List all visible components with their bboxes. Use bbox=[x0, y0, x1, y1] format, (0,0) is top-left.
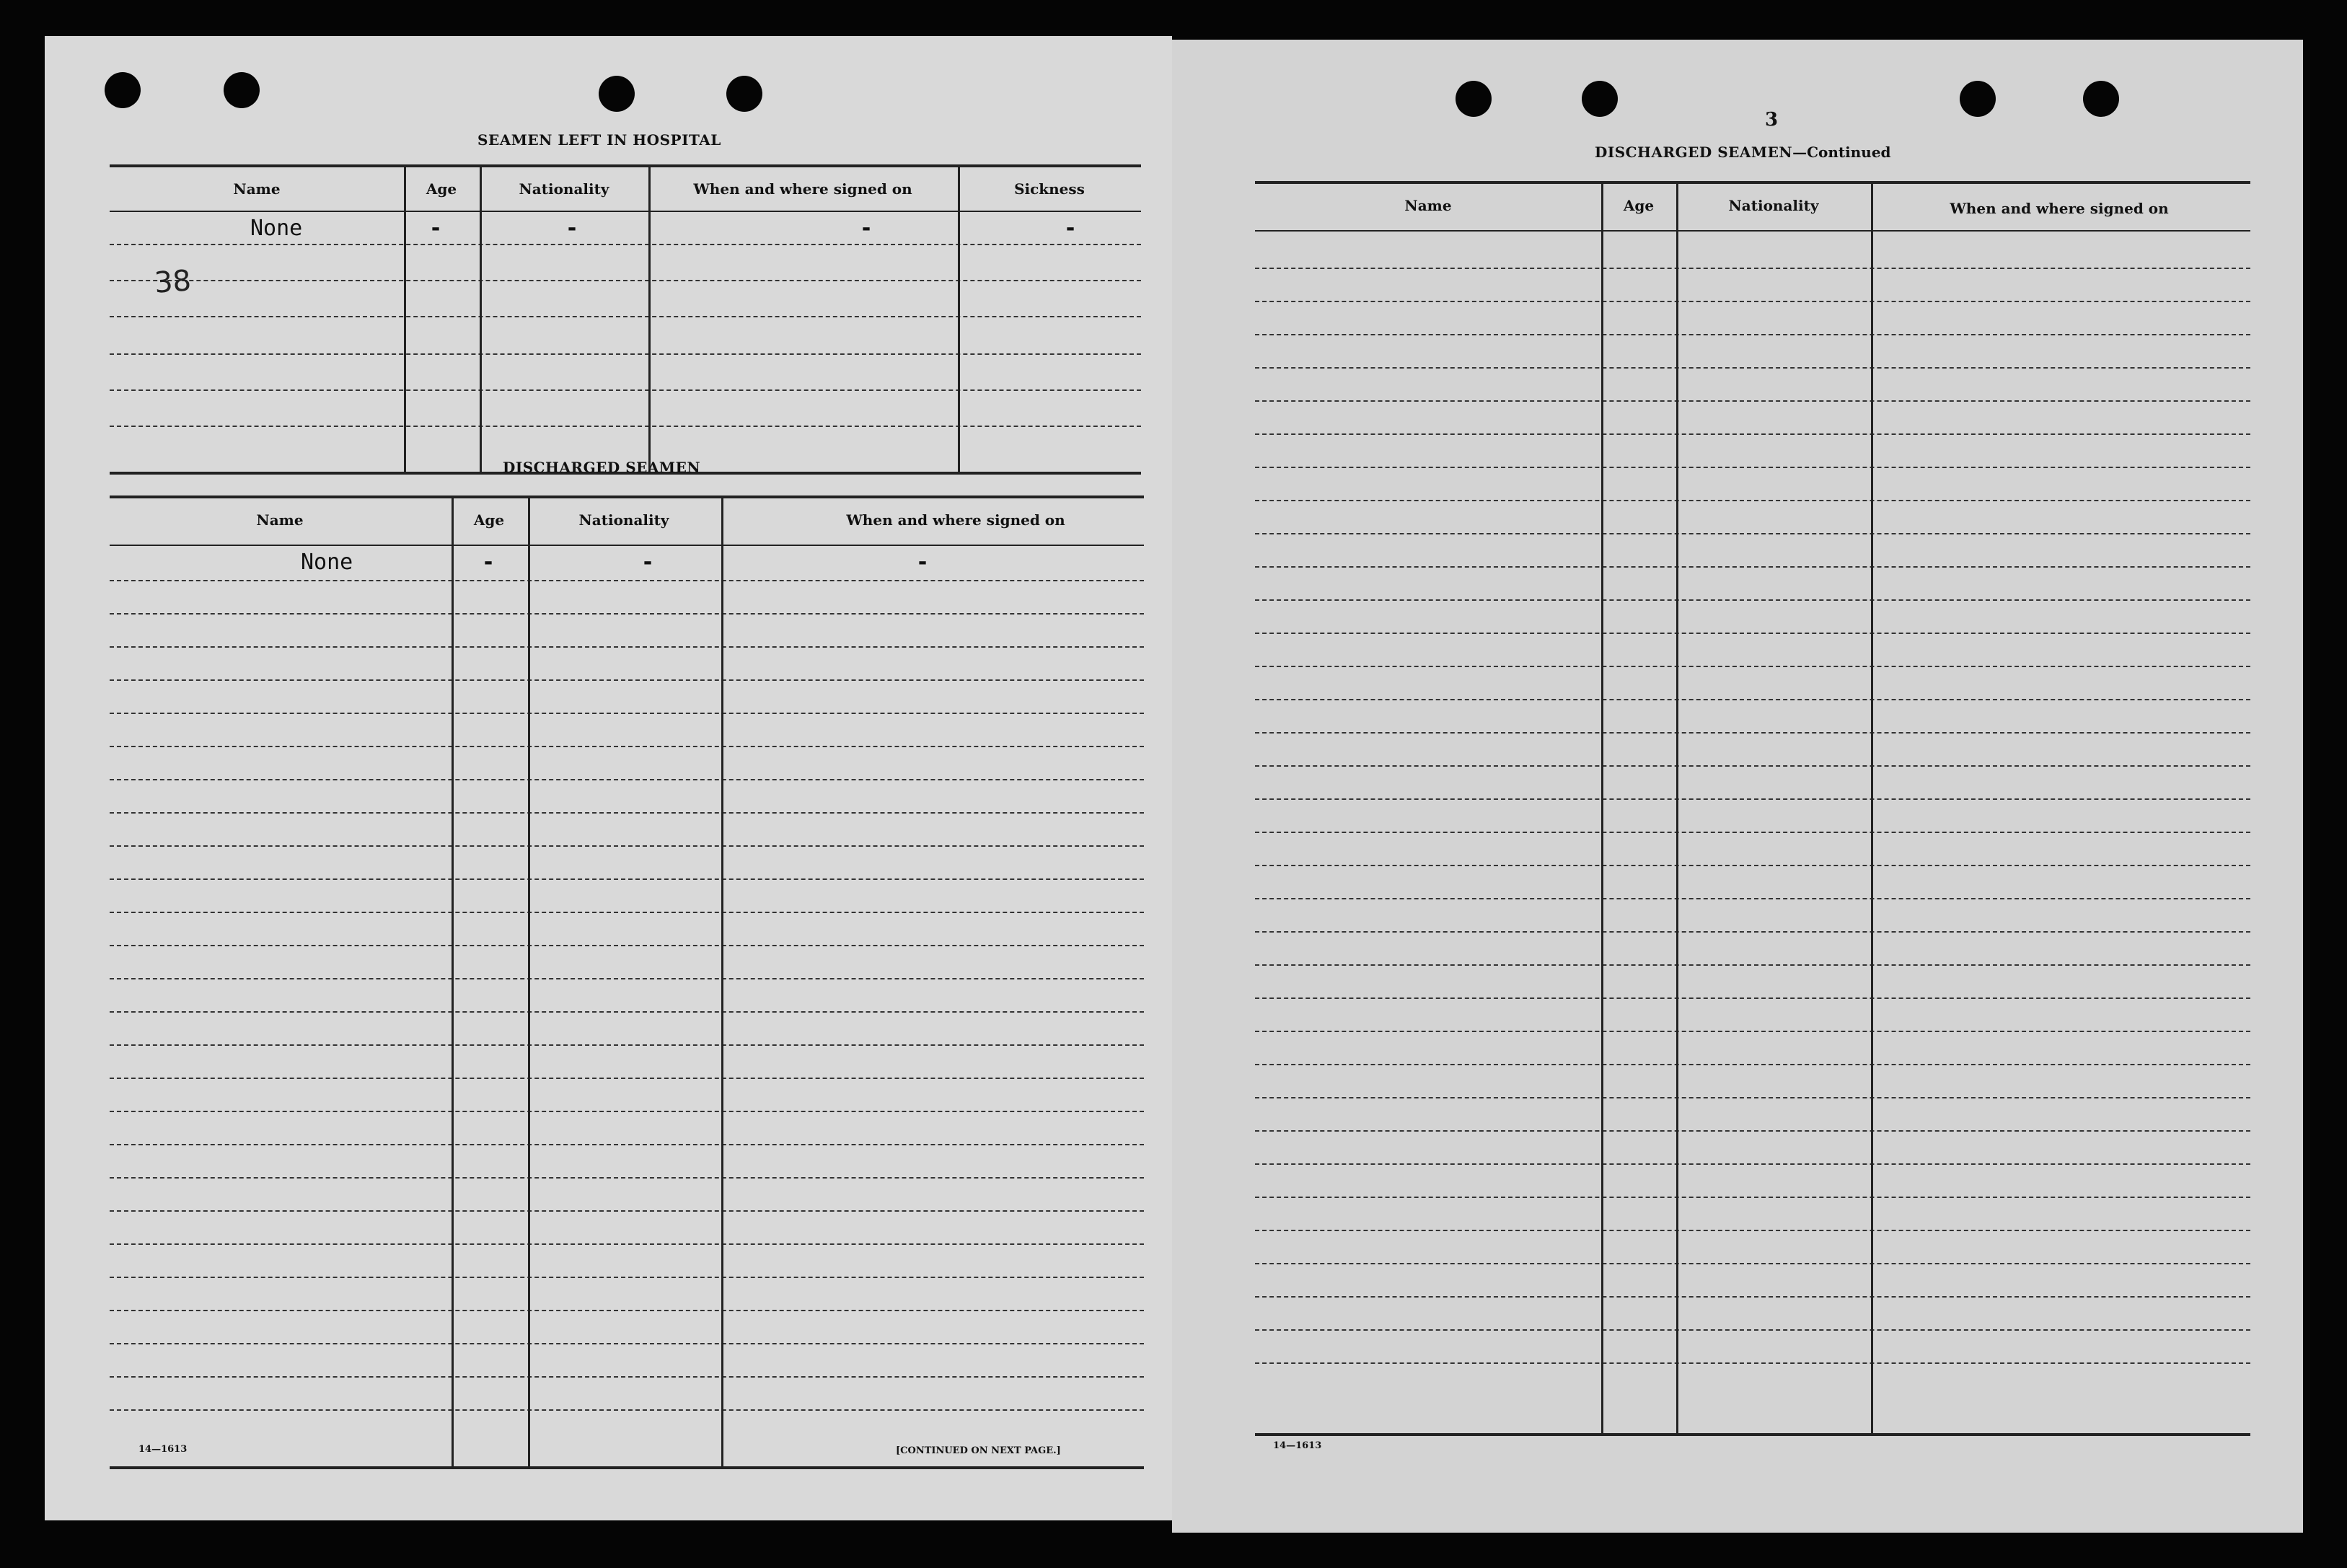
right-page bbox=[1172, 40, 2303, 1533]
title-suffix: —Continued bbox=[1792, 144, 1891, 161]
column-header: Nationality bbox=[1728, 197, 1819, 214]
page-number: 3 bbox=[1765, 109, 1779, 131]
column-header: Sickness bbox=[1014, 180, 1085, 198]
column-header: When and where signed on bbox=[693, 180, 912, 198]
hospital-section-title: SEAMEN LEFT IN HOSPITAL bbox=[477, 131, 721, 149]
discharged-table bbox=[110, 495, 1144, 1469]
punch-hole bbox=[726, 76, 762, 112]
column-header: Age bbox=[1623, 197, 1655, 214]
column-header: Name bbox=[256, 511, 304, 529]
signed-on-cell: - bbox=[860, 216, 873, 241]
name-cell: None bbox=[250, 216, 303, 241]
column-header: Nationality bbox=[578, 511, 669, 529]
column-header: Age bbox=[426, 180, 457, 198]
name-cell: None bbox=[301, 550, 353, 575]
handwritten-number: 38 bbox=[153, 264, 193, 300]
column-header: Age bbox=[473, 511, 505, 529]
column-header: Nationality bbox=[519, 180, 609, 198]
punch-hole bbox=[599, 76, 635, 112]
column-header: Name bbox=[1404, 197, 1452, 214]
discharged-section-title: DISCHARGED SEAMEN bbox=[503, 459, 701, 476]
form-number: 14—1613 bbox=[138, 1444, 188, 1455]
signed-on-cell: - bbox=[916, 550, 930, 575]
discharged-continued-title bbox=[1595, 144, 1891, 161]
nationality-cell: - bbox=[641, 550, 655, 575]
punch-hole bbox=[2083, 81, 2119, 117]
left-page bbox=[45, 36, 1172, 1520]
column-header: Name bbox=[233, 180, 281, 198]
title-text: DISCHARGED SEAMEN bbox=[1595, 144, 1793, 161]
discharged-continued-table bbox=[1255, 181, 2250, 1436]
hospital-table bbox=[110, 164, 1141, 473]
punch-hole bbox=[1960, 81, 1996, 117]
punch-hole bbox=[1456, 81, 1492, 117]
punch-hole bbox=[1582, 81, 1618, 117]
nationality-cell: - bbox=[565, 216, 579, 241]
punch-hole bbox=[224, 72, 260, 108]
sickness-cell: - bbox=[1064, 216, 1078, 241]
age-cell: - bbox=[429, 216, 443, 241]
punch-hole bbox=[105, 72, 141, 108]
column-header: When and where signed on bbox=[1950, 200, 2169, 217]
form-number: 14—1613 bbox=[1273, 1440, 1322, 1451]
age-cell: - bbox=[482, 550, 496, 575]
continued-note: [CONTINUED ON NEXT PAGE.] bbox=[896, 1445, 1061, 1456]
column-header: When and where signed on bbox=[846, 511, 1065, 529]
